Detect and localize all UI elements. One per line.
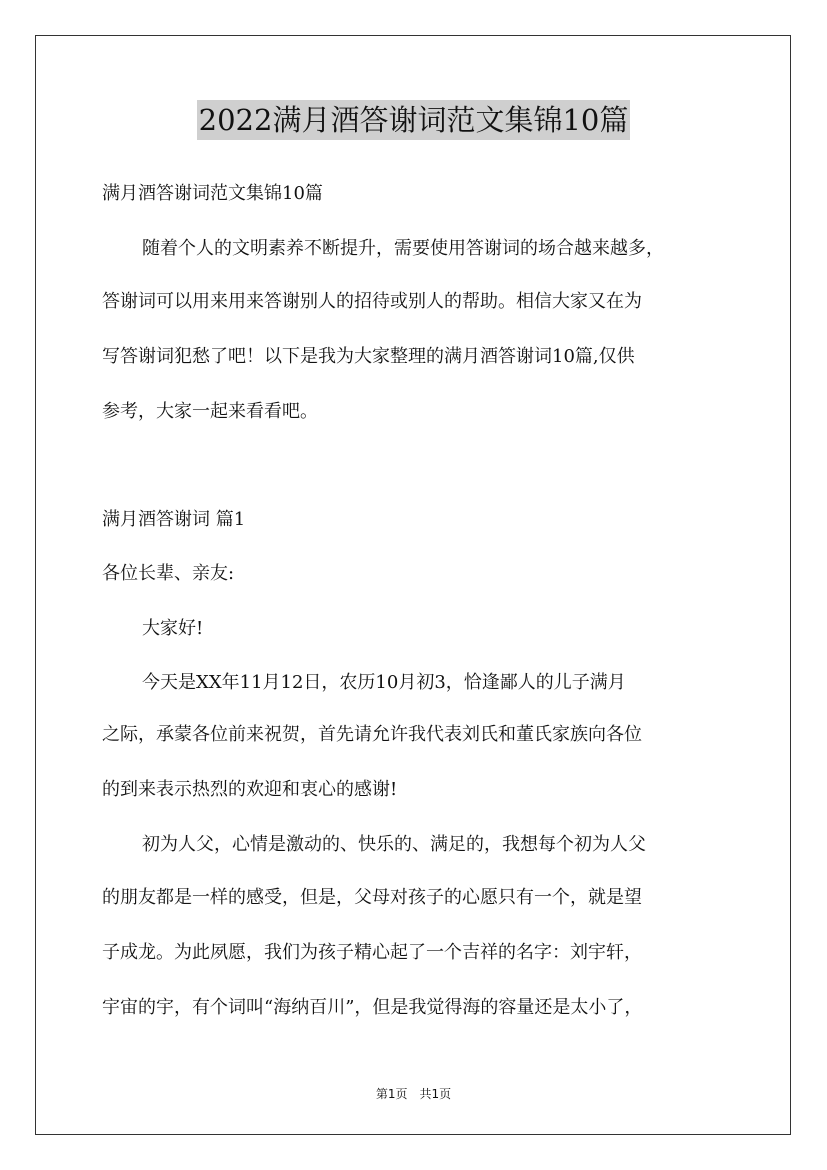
page-footer: 第1页 共1页 xyxy=(375,1087,452,1101)
document-title: 2022满月酒答谢词范文集锦10篇 xyxy=(197,100,631,140)
paragraph-line: 初为人父，心情是激动的、快乐的、满足的，我想每个初为人父 xyxy=(142,834,646,855)
intro-line: 随着个人的文明素养不断提升，需要使用答谢词的场合越来越多， xyxy=(142,238,664,259)
paragraph-line: 今天是XX年11月12日，农历10月初3，恰逢鄙人的儿子满月 xyxy=(142,672,626,693)
paragraph-line: 之际，承蒙各位前来祝贺，首先请允许我代表刘氏和董氏家族向各位 xyxy=(102,724,642,745)
intro-line: 写答谢词犯愁了吧！以下是我为大家整理的满月酒答谢词10篇,仅供 xyxy=(102,346,635,367)
section-heading: 满月酒答谢词 篇1 xyxy=(102,509,246,530)
paragraph-line: 宇宙的宇，有个词叫“海纳百川”，但是我觉得海的容量还是太小了， xyxy=(102,997,643,1018)
greeting: 大家好! xyxy=(142,618,204,639)
intro-line: 参考，大家一起来看看吧。 xyxy=(102,401,318,422)
subtitle: 满月酒答谢词范文集锦10篇 xyxy=(102,183,323,204)
paragraph-line: 的到来表示热烈的欢迎和衷心的感谢! xyxy=(102,779,398,800)
intro-line: 答谢词可以用来用来答谢别人的招待或别人的帮助。相信大家又在为 xyxy=(102,291,642,312)
salutation: 各位长辈、亲友: xyxy=(102,563,235,584)
title-container xyxy=(0,100,827,140)
paragraph-line: 的朋友都是一样的感受，但是，父母对孩子的心愿只有一个，就是望 xyxy=(102,887,642,908)
paragraph-line: 子成龙。为此夙愿，我们为孩子精心起了一个吉祥的名字：刘宇轩， xyxy=(102,942,642,963)
